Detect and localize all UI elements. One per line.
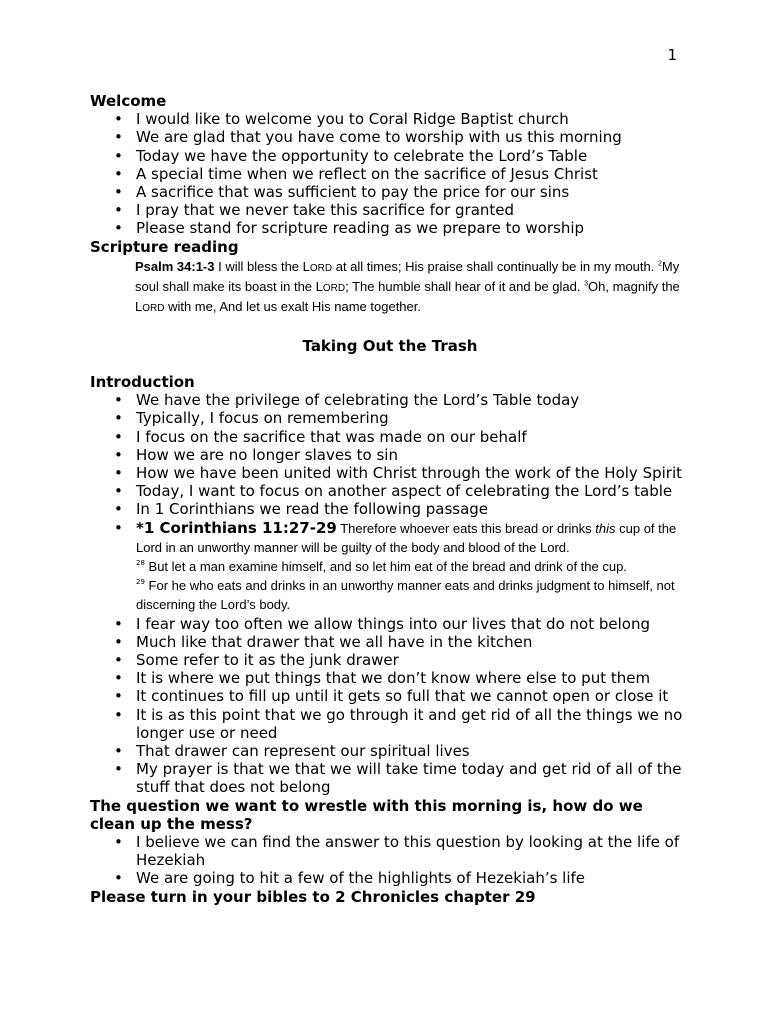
passage-reference: *1 Corinthians 11:27-29: [136, 518, 337, 537]
scripture-reference: Psalm 34:1-3: [135, 258, 215, 274]
closing-instruction: Please turn in your bibles to 2 Chronicles chapter 29: [90, 887, 536, 906]
scripture-heading: Scripture reading: [90, 237, 239, 256]
list-item: • It continues to fill up until it gets so full that we cannot open or close it: [90, 687, 690, 705]
list-item: • Some refer to it as the junk drawer: [90, 651, 690, 669]
list-item: • Typically, I focus on remembering: [90, 409, 690, 427]
list-item: • That drawer can represent our spiritual lives: [90, 742, 690, 760]
list-item: • We are glad that you have come to worship with us this morning: [90, 128, 690, 146]
verse-number: 28: [136, 558, 145, 567]
list-item: • How we have been united with Christ through the work of the Holy Spirit: [90, 464, 690, 482]
question-heading: The question we want to wrestle with this morning is, how do we clean up the mess?: [90, 796, 643, 833]
verse-number: 2: [657, 260, 662, 268]
list-item: • I believe we can find the answer to this question by looking at the life of Hezekiah: [90, 833, 690, 869]
list-item: • A sacrifice that was sufficient to pay the price for our sins: [90, 183, 690, 201]
scripture-passage: Psalm 34:1-3 I will bless the LORD at all times; His praise shall continually be in my mouth. $^2$My soul shall make its boast in the LORD; The humble shall hear of it and be glad. $^3$Oh, magnify the LORD with me, And let us exalt His name together.: [135, 258, 680, 315]
question-list: [90, 833, 690, 888]
list-item: • It is as this point that we go through it and get rid of all the things we no longer use or need: [90, 706, 690, 742]
list-item: • How we are no longer slaves to sin: [90, 446, 690, 464]
list-item: • We have the privilege of celebrating the Lord’s Table today: [90, 391, 690, 409]
page-number: 1: [667, 46, 677, 64]
list-item: • I pray that we never take this sacrifice for granted: [90, 201, 690, 219]
welcome-heading: Welcome: [90, 92, 167, 110]
document-body: [90, 92, 690, 906]
list-item: • A special time when we reflect on the sacrifice of Jesus Christ: [90, 165, 690, 183]
list-item: • Today we have the opportunity to celebrate the Lord’s Table: [90, 147, 690, 165]
list-item: • Today, I want to focus on another aspect of celebrating the Lord’s table: [90, 482, 690, 500]
corinthians-passage: • *1 Corinthians 11:27-29 Therefore whoever eats this bread or drinks this cup of the Lord in an unworthy manner will be guilty of the body and blood of the Lord. $^{28}$ But let a man examine himself, and so let him eat of the bread and drink of the cup. $^{29}$ For he who eats and drinks in an unworthy manner eats and drinks judgment to himself, not discerning the Lord’s body.: [90, 519, 690, 615]
list-item: • I focus on the sacrifice that was made on our behalf: [90, 428, 690, 446]
list-item: • Please stand for scripture reading as we prepare to worship: [90, 219, 690, 237]
sermon-title: Taking Out the Trash: [302, 336, 478, 355]
introduction-heading: Introduction: [90, 372, 195, 391]
list-item: • In 1 Corinthians we read the following passage: [90, 500, 690, 518]
list-item: • It is where we put things that we don’t know where else to put them: [90, 669, 690, 687]
list-item: • I would like to welcome you to Coral Ridge Baptist church: [90, 110, 690, 128]
list-item: • My prayer is that we that we will take time today and get rid of all of the stuff that does not belong: [90, 760, 690, 796]
introduction-list: [90, 391, 690, 796]
list-item: • I fear way too often we allow things into our lives that do not belong: [90, 615, 690, 633]
verse-number: 3: [584, 280, 589, 288]
verse-number: 29: [136, 578, 145, 587]
welcome-list: [90, 110, 690, 237]
list-item: • We are going to hit a few of the highlights of Hezekiah’s life: [90, 869, 690, 887]
list-item: • Much like that drawer that we all have in the kitchen: [90, 633, 690, 651]
